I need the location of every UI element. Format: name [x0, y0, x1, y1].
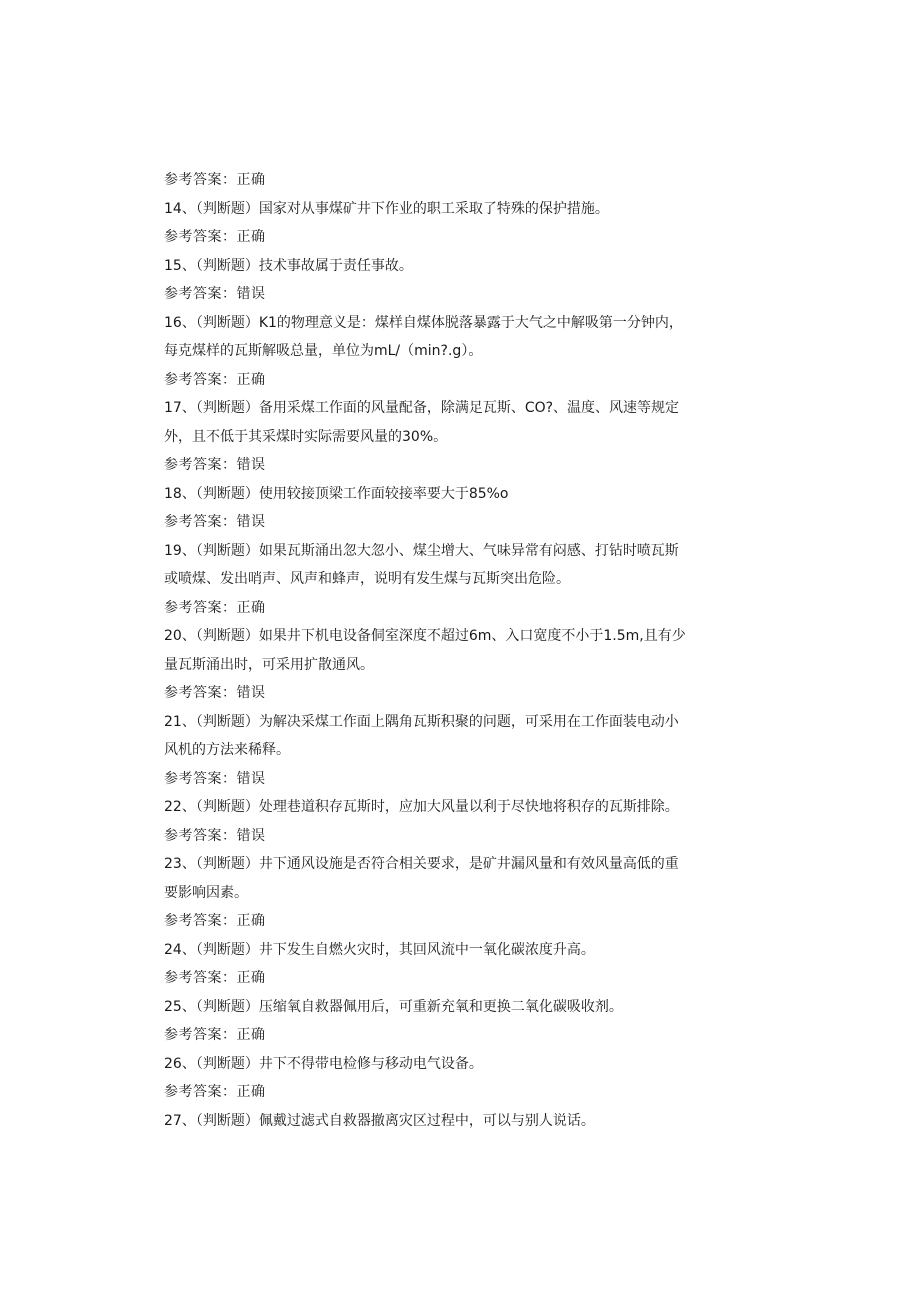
question-text-line: 25、（判断题）压缩氧自救器佩用后，可重新充氧和更换二氧化碳吸收剂。 — [164, 998, 623, 1015]
question-text-line: 15、（判断题）技术事故属于责任事故。 — [164, 257, 413, 274]
question-item — [164, 793, 764, 822]
answer-line: 参考答案：正确 — [164, 913, 266, 929]
answer-line: 参考答案：正确 — [164, 172, 266, 188]
answer-line: 参考答案：错误 — [164, 827, 266, 844]
question-text-line: 27、（判断题）佩戴过滤式自救器撤离灾区过程中，可以与别人说话。 — [164, 1112, 595, 1129]
question-item — [164, 394, 764, 451]
question-text-line: 14、（判断题）国家对从事煤矿井下作业的职工采取了特殊的保护措施。 — [164, 200, 609, 217]
question-item — [164, 252, 764, 281]
question-item — [164, 309, 764, 366]
question-text-line: 每克煤样的瓦斯解吸总量，单位为mL/（min?.g）。 — [164, 343, 483, 359]
question-item — [164, 708, 764, 765]
answer-line: 参考答案：错误 — [164, 286, 266, 302]
question-item — [164, 1107, 764, 1136]
question-list — [164, 166, 764, 1135]
question-item — [164, 195, 764, 224]
question-text-line: 要影响因素。 — [164, 884, 248, 901]
answer-line: 参考答案：错误 — [164, 770, 266, 787]
question-text-line: 20、（判断题）如果井下机电设备侗室深度不超过6m、入口宽度不小于1.5m,且有少 — [164, 628, 686, 644]
answer-line: 参考答案：错误 — [164, 685, 266, 701]
question-item — [164, 622, 764, 679]
question-text-line: 24、（判断题）井下发生自燃火灾时，其回风流中一氧化碳浓度升高。 — [164, 941, 595, 958]
question-item — [164, 537, 764, 594]
question-item — [164, 480, 764, 509]
question-text-line: 26、（判断题）井下不得带电检修与移动电气设备。 — [164, 1055, 483, 1072]
question-item — [164, 993, 764, 1022]
answer-line: 参考答案：正确 — [164, 229, 266, 245]
question-text-line: 22、（判断题）处理巷道积存瓦斯时，应加大风量以利于尽快地将积存的瓦斯排除。 — [164, 799, 679, 815]
answer-line: 参考答案：错误 — [164, 514, 266, 530]
question-text-line: 16、（判断题）K1的物理意义是：煤样自煤体脱落暴露于大气之中解吸第一分钟内， — [164, 314, 683, 331]
question-item — [164, 1050, 764, 1079]
question-text-line: 23、（判断题）井下通风设施是否符合相关要求，是矿井漏风量和有效风量高低的重 — [164, 856, 679, 872]
question-text-line: 21、（判断题）为解决采煤工作面上隅角瓦斯积聚的问题，可采用在工作面装电动小 — [164, 713, 679, 730]
answer-line: 参考答案：正确 — [164, 599, 266, 616]
question-item — [164, 850, 764, 907]
answer-line: 参考答案：正确 — [164, 371, 266, 388]
answer-line: 参考答案：正确 — [164, 1027, 266, 1043]
question-text-line: 量瓦斯涌出时，可采用扩散通风。 — [164, 656, 374, 673]
question-text-line: 19、（判断题）如果瓦斯涌出忽大忽小、煤尘增大、气味异常有闷感、打钻时喷瓦斯 — [164, 542, 679, 559]
answer-line: 参考答案：正确 — [164, 1084, 266, 1100]
question-text-line: 外，且不低于其采煤时实际需要风量的30%。 — [164, 428, 448, 445]
question-text-line: 18、（判断题）使用较接顶梁工作面较接率要大于85%o — [164, 485, 509, 502]
question-item — [164, 936, 764, 965]
question-text-line: 或喷煤、发出哨声、风声和蜂声，说明有发生煤与瓦斯突出危险。 — [164, 571, 570, 587]
question-text-line: 风机的方法来稀释。 — [164, 742, 290, 758]
answer-line: 参考答案：正确 — [164, 970, 266, 986]
question-text-line: 17、（判断题）备用采煤工作面的风量配备，除满足瓦斯、CO?、温度、风速等规定 — [164, 400, 680, 416]
answer-line: 参考答案：错误 — [164, 457, 266, 473]
